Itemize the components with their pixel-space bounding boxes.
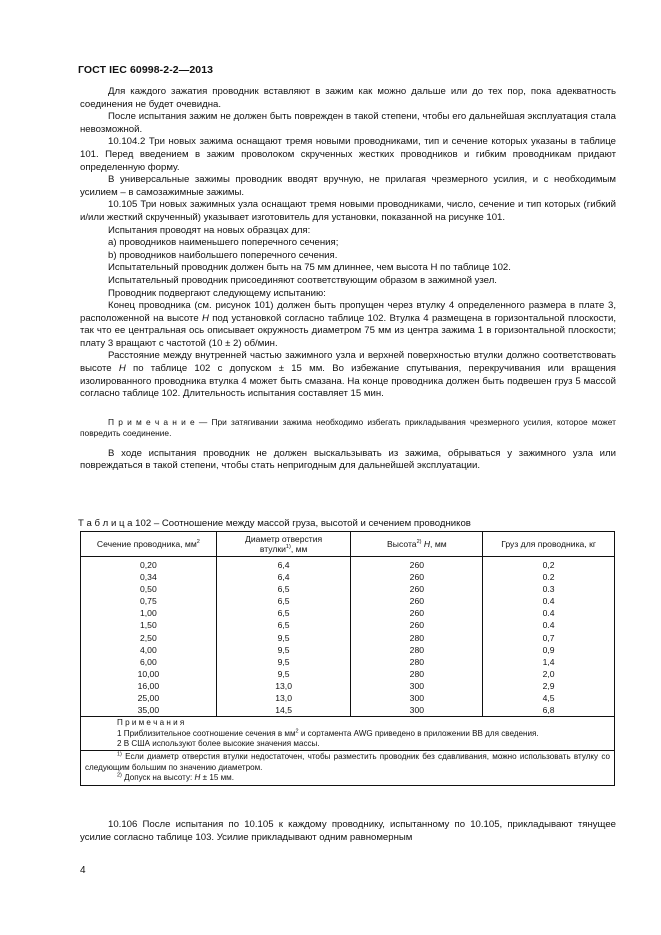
table-cell: 4,00: [81, 644, 217, 656]
table-row: [81, 571, 615, 583]
text-run: Расстояние между внутренней частью зажимного узла и верхней поверхностью втулки должно соответствовать высоте: [80, 350, 616, 375]
text-run: под установкой согласно таблице 102. Втулка 4 размещена в горизонтальной плоскости, так что ее центральная ось описывает окружность диаметром 75 мм из центра зажима 1 в горизонтальной плоскости; плату 3 вращают с частотой (10 ± 2) об/мин.: [80, 312, 616, 349]
paragraph: [80, 300, 616, 350]
column-header: Груз для проводника, кг: [483, 532, 615, 557]
table-notes: [81, 717, 615, 751]
table-row: [81, 656, 615, 668]
superscript: 1): [117, 751, 122, 758]
text-run: 1 Приблизительное соотношение сечения в мм: [117, 728, 296, 738]
table-row: [81, 557, 615, 572]
document-header: ГОСТ IEC 60998-2-2—2013: [78, 64, 214, 76]
column-header: [216, 532, 351, 557]
table-cell: 280: [351, 644, 483, 656]
table-cell: 1,4: [483, 656, 615, 668]
table-row: [81, 619, 615, 631]
table-footnotes: [81, 751, 615, 785]
table-cell: 0,34: [81, 571, 217, 583]
table-cell: 0.2: [483, 571, 615, 583]
table-cell: 300: [351, 704, 483, 717]
header-text: Диаметр отверстия: [245, 534, 323, 544]
table-cell: 9,5: [216, 632, 351, 644]
superscript: 2: [295, 727, 299, 734]
table-cell: 260: [351, 607, 483, 619]
symbol-h: H: [194, 773, 201, 783]
table-cell: 2,0: [483, 668, 615, 680]
table-cell: 280: [351, 668, 483, 680]
table-cell: 2,50: [81, 632, 217, 644]
bottom-text: [80, 819, 616, 844]
header-text: втулки: [259, 544, 286, 554]
table-cell: 16,00: [81, 680, 217, 692]
symbol-h: H: [421, 539, 431, 549]
table-cell: 0.4: [483, 607, 615, 619]
table-caption-label: Т а б л и ц а: [78, 518, 133, 529]
table-cell: 6,5: [216, 607, 351, 619]
main-text: [80, 86, 616, 473]
table-note: 2 В США используют более высокие значения массы.: [117, 739, 320, 749]
paragraph: Испытания проводят на новых образцах для:: [108, 224, 311, 236]
table-cell: 260: [351, 583, 483, 595]
data-table: [80, 531, 615, 786]
footnote: [85, 773, 610, 783]
table-header-row: [81, 532, 615, 557]
notes-label: П р и м е ч а н и я: [117, 718, 185, 728]
table-cell: 0,20: [81, 557, 217, 572]
table-cell: 280: [351, 656, 483, 668]
paragraph: [80, 350, 616, 400]
table-cell: 260: [351, 619, 483, 631]
note-text: — При затягивании зажима необходимо избегать прикладывания чрезмерного усилия, которое может повредить соединение.: [80, 416, 616, 438]
paragraph: 10.105 Три новых зажимных узла оснащают тремя новыми проводниками, число, сечение и тип которых (гибкий и/или жесткий скрученный) указывает изготовитель для установки, показанной на рисунке 101.: [80, 199, 616, 223]
table-cell: 10,00: [81, 668, 217, 680]
table-cell: 9,5: [216, 668, 351, 680]
table-cell: 300: [351, 692, 483, 704]
table-cell: 0.3: [483, 583, 615, 595]
table-row: [81, 607, 615, 619]
table-cell: 9,5: [216, 656, 351, 668]
table-cell: 6,5: [216, 583, 351, 595]
table-cell: 1,50: [81, 619, 217, 631]
table-cell: 6,8: [483, 704, 615, 717]
table-cell: 0,2: [483, 557, 615, 572]
paragraph: Испытательный проводник должен быть на 75 мм длиннее, чем высота Н по таблице 102.: [108, 262, 511, 274]
superscript: 2): [416, 539, 422, 546]
table-cell: 0.4: [483, 619, 615, 631]
table-row: [81, 583, 615, 595]
table-caption-text: 102 – Соотношение между массой груза, высотой и сечением проводников: [132, 518, 471, 529]
text-run: ± 15 мм.: [200, 773, 234, 783]
table-cell: 9,5: [216, 644, 351, 656]
table-notes-row: [81, 717, 615, 751]
table-note: [85, 729, 610, 739]
table-cell: 300: [351, 680, 483, 692]
header-text: , мм: [430, 539, 447, 549]
symbol-h: H: [201, 312, 209, 324]
table-cell: 260: [351, 571, 483, 583]
table-cell: 25,00: [81, 692, 217, 704]
header-text: Сечение проводника, мм: [96, 539, 197, 549]
table-cell: 13,0: [216, 680, 351, 692]
paragraph: 10.104.2 Три новых зажима оснащают тремя новыми проводниками, тип и сечение которых указаны в таблице 101. Перед введением в зажим проволоком скрученных жестких проводников и гибким проводникам придают определенную форму.: [80, 136, 616, 173]
table-cell: 6,5: [216, 619, 351, 631]
paragraph: В ходе испытания проводник не должен выскальзывать из зажима, обрываться у зажимного узла или повреждаться в такой степени, чтобы стать непригодным для дальнейшей эксплуатации.: [80, 447, 616, 472]
table-cell: 280: [351, 632, 483, 644]
table-row: [81, 692, 615, 704]
table-cell: 1,00: [81, 607, 217, 619]
table-cell: 0,50: [81, 583, 217, 595]
table-cell: 6,5: [216, 595, 351, 607]
table-row: [81, 595, 615, 607]
table-footnotes-row: [81, 751, 615, 785]
table-cell: 0,7: [483, 632, 615, 644]
table-cell: 0,9: [483, 644, 615, 656]
text-run: и сортамента AWG приведено в приложении ВВ для сведения.: [298, 728, 539, 738]
text-run: Допуск на высоту:: [121, 773, 195, 783]
table-cell: 0.4: [483, 595, 615, 607]
paragraph: Испытательный проводник присоединяют соответствующим образом в зажимной узел.: [108, 274, 497, 286]
paragraph: Для каждого зажатия проводник вставляют в зажим как можно дальше или до тех пор, пока адекватность соединения не будет очевидна.: [80, 86, 616, 110]
note-label: П р и м е ч а н и е: [108, 416, 195, 427]
table-row: [81, 704, 615, 717]
text-run: Конец проводника (см. рисунок 101) должен быть пропущен через втулку 4 определенного размера в плате 3, расположенной на высоте: [80, 300, 616, 324]
superscript: 1): [285, 544, 291, 551]
table-cell: 6,00: [81, 656, 217, 668]
table-caption: [78, 518, 471, 529]
table-cell: 4,5: [483, 692, 615, 704]
table-cell: 35,00: [81, 704, 217, 717]
header-text: Высота: [387, 539, 417, 549]
superscript: 2: [196, 539, 200, 546]
paragraph: В универсальные зажимы проводник вводят вручную, не прилагая чрезмерного усилия, и с необходимым усилием – в самозажимные зажимы.: [80, 174, 616, 198]
table-row: [81, 644, 615, 656]
table-cell: 0,75: [81, 595, 217, 607]
text-run: Если диаметр отверстия втулки недостаточен, чтобы разместить проводник без сдавливания, можно использовать втулку со следующим большим по значению диаметром.: [85, 752, 610, 772]
table-cell: 13,0: [216, 692, 351, 704]
table-row: [81, 632, 615, 644]
column-header: [351, 532, 483, 557]
table-cell: 6,4: [216, 557, 351, 572]
superscript: 2): [117, 772, 122, 779]
table-cell: 2,9: [483, 680, 615, 692]
paragraph: Проводник подвергают следующему испытанию:: [108, 287, 326, 299]
text-run: по таблице 102 с допуском ± 15 мм. Во избежание спутывания, перекручивания или вращения изолированного проводника втулка 4 может быть смазана. На конце проводника должен быть подвешен груз 5 массой согласно таблице 102. Длительность испытания составляет 15 мин.: [80, 363, 616, 400]
note: [80, 417, 616, 439]
header-text: , мм: [290, 544, 308, 554]
table-row: [81, 668, 615, 680]
column-header: [81, 532, 217, 557]
table-cell: 260: [351, 557, 483, 572]
list-item: b) проводников наибольшего поперечного сечения.: [108, 249, 338, 261]
table-cell: 6,4: [216, 571, 351, 583]
page-number: 4: [80, 865, 86, 876]
footnote: [85, 752, 610, 773]
symbol-h: H: [118, 363, 126, 375]
table-cell: 14,5: [216, 704, 351, 717]
list-item: a) проводников наименьшего поперечного сечения;: [108, 237, 339, 249]
table-cell: 260: [351, 595, 483, 607]
paragraph: После испытания зажим не должен быть поврежден в такой степени, чтобы его дальнейшая эксплуатация стала невозможной.: [80, 111, 616, 135]
paragraph: 10.106 После испытания по 10.105 к каждому проводнику, испытанному по 10.105, прикладывают тянущее усилие согласно таблице 103. Усилие прикладывают одним равномерным: [80, 819, 616, 843]
table-row: [81, 680, 615, 692]
